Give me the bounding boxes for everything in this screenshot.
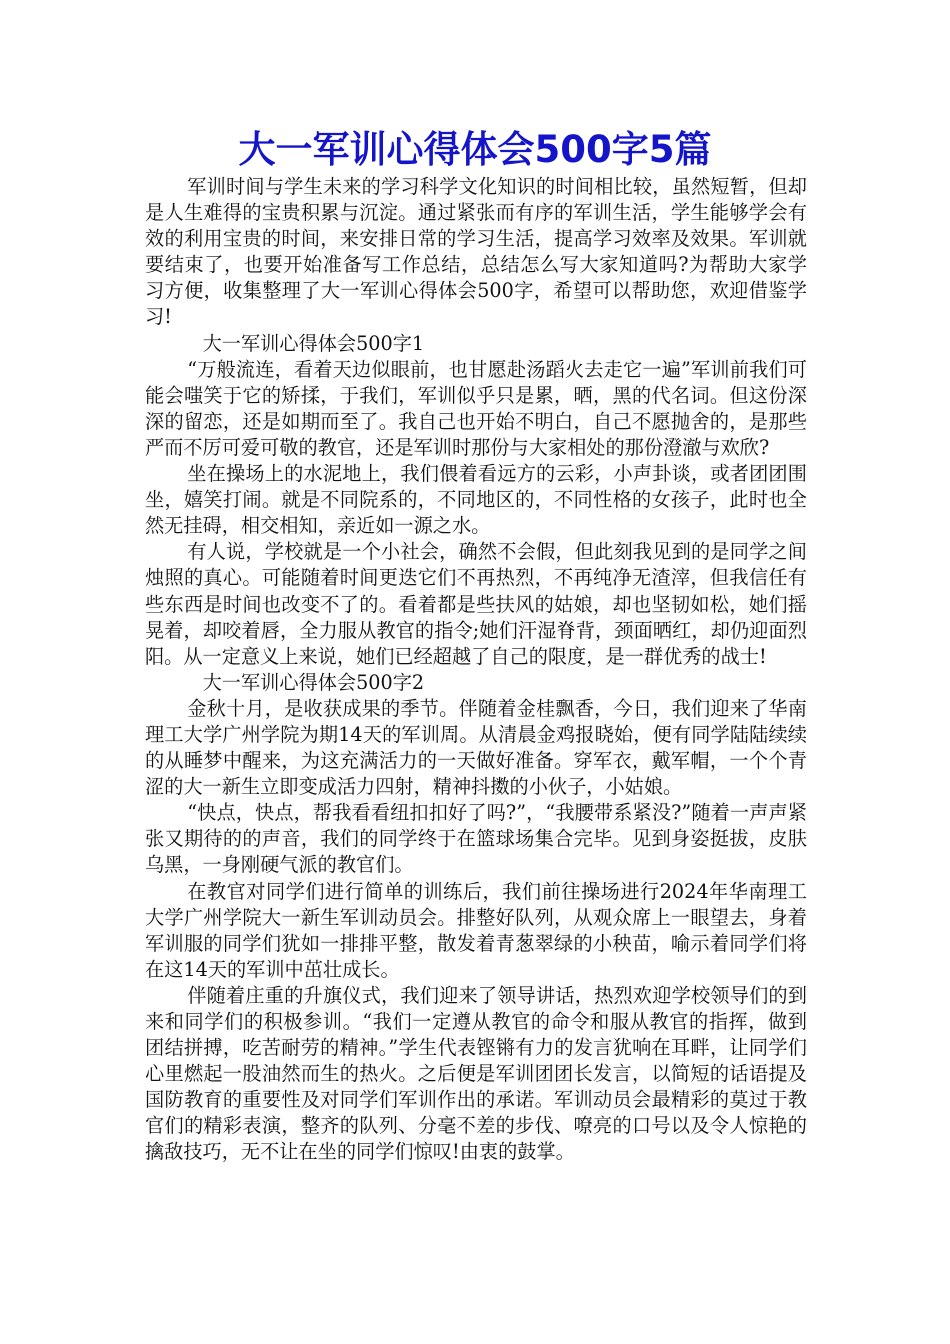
body-paragraph: “万般流连，看着天边似眼前，也甘愿赴汤蹈火去走它一遍”军训前我们可能会嗤笑于它的矫揉，于我们，军训似乎只是累，晒，黑的代名词。但这份深深的留恋，还是如期而至了。我自己也开始不明白，自己不愿抛舍的，是那些严而不厉可爱可敬的教官，还是军训时那份与大家相处的那份澄澈与欢欣? — [145, 357, 807, 459]
document-title: 大一军训心得体会500字5篇 — [238, 128, 712, 171]
intro-paragraph: 军训时间与学生未来的学习科学文化知识的时间相比较，虽然短暂，但却是人生难得的宝贵积累与沉淀。通过紧张而有序的军训生活，学生能够学会有效的利用宝贵的时间，来安排日常的学习生活，提高学习效率及效果。军训就要结束了，也要开始准备写工作总结，总结怎么写大家知道吗?为帮助大家学习方便，收集整理了大一军训心得体会500字，希望可以帮助您，欢迎借鉴学习! — [145, 175, 807, 329]
body-paragraph: 坐在操场上的水泥地上，我们偎着看远方的云彩，小声卦谈，或者团团围坐，嬉笑打闹。就是不同院系的，不同地区的，不同性格的女孩子，此时也全然无挂碍，相交相知，亲近如一源之水。 — [145, 462, 807, 538]
body-paragraph: 在教官对同学们进行简单的训练后，我们前往操场进行2024年华南理工大学广州学院大一新生军训动员会。排整好队列，从观众席上一眼望去，身着军训服的同学们犹如一排排平整，散发着青葱翠绿的小秧苗，喻示着同学们将在这14天的军训中茁壮成长。 — [145, 879, 807, 981]
document-body — [145, 174, 807, 1166]
section-heading-2: 大一军训心得体会500字2 — [202, 670, 425, 694]
body-paragraph: 金秋十月，是收获成果的季节。伴随着金桂飘香，今日，我们迎来了华南理工大学广州学院为期14天的军训周。从清晨金鸡报晓始，便有同学陆陆续续的从睡梦中醒来，为这充满活力的一天做好准备。穿军衣，戴军帽，一个个青涩的大一新生立即变成活力四射，精神抖擞的小伙子，小姑娘。 — [145, 696, 807, 799]
body-paragraph: 伴随着庄重的升旗仪式，我们迎来了领导讲话，热烈欢迎学校领导们的到来和同学们的积极参训。“我们一定遵从教官的命令和服从教官的指挥，做到团结拼搏，吃苦耐劳的精神。”学生代表铿锵有力的发言犹响在耳畔，让同学们心里燃起一股油然而生的热火。之后便是军训团团长发言，以简短的话语提及国防教育的重要性及对同学们军训作出的承诺。军训动员会最精彩的莫过于教官们的精彩表演，整齐的队列、分毫不差的步伐、嘹亮的口号以及令人惊艳的擒敌技巧，无不让在坐的同学们惊叹!由衷的鼓掌。 — [145, 983, 807, 1164]
body-paragraph: 有人说，学校就是一个小社会，确然不会假，但此刻我见到的是同学之间烛照的真心。可能随着时间更迭它们不再热烈，不再纯净无渣滓，但我信任有些东西是时间也改变不了的。看着都是些扶风的姑娘，却也坚韧如松，她们摇晃着，却咬着唇，全力服从教官的指令;她们汗湿脊背，颈面晒红，却仍迎面烈阳。从一定意义上来说，她们已经超越了自己的限度，是一群优秀的战士! — [145, 540, 807, 668]
body-paragraph: “快点，快点，帮我看看纽扣扣好了吗?”，“我腰带系紧没?”随着一声声紧张又期待的的声音，我们的同学终于在篮球场集合完毕。见到身姿挺拔，皮肤乌黑，一身刚硬气派的教官们。 — [145, 801, 807, 877]
section-heading-1: 大一军训心得体会500字1 — [202, 331, 425, 355]
